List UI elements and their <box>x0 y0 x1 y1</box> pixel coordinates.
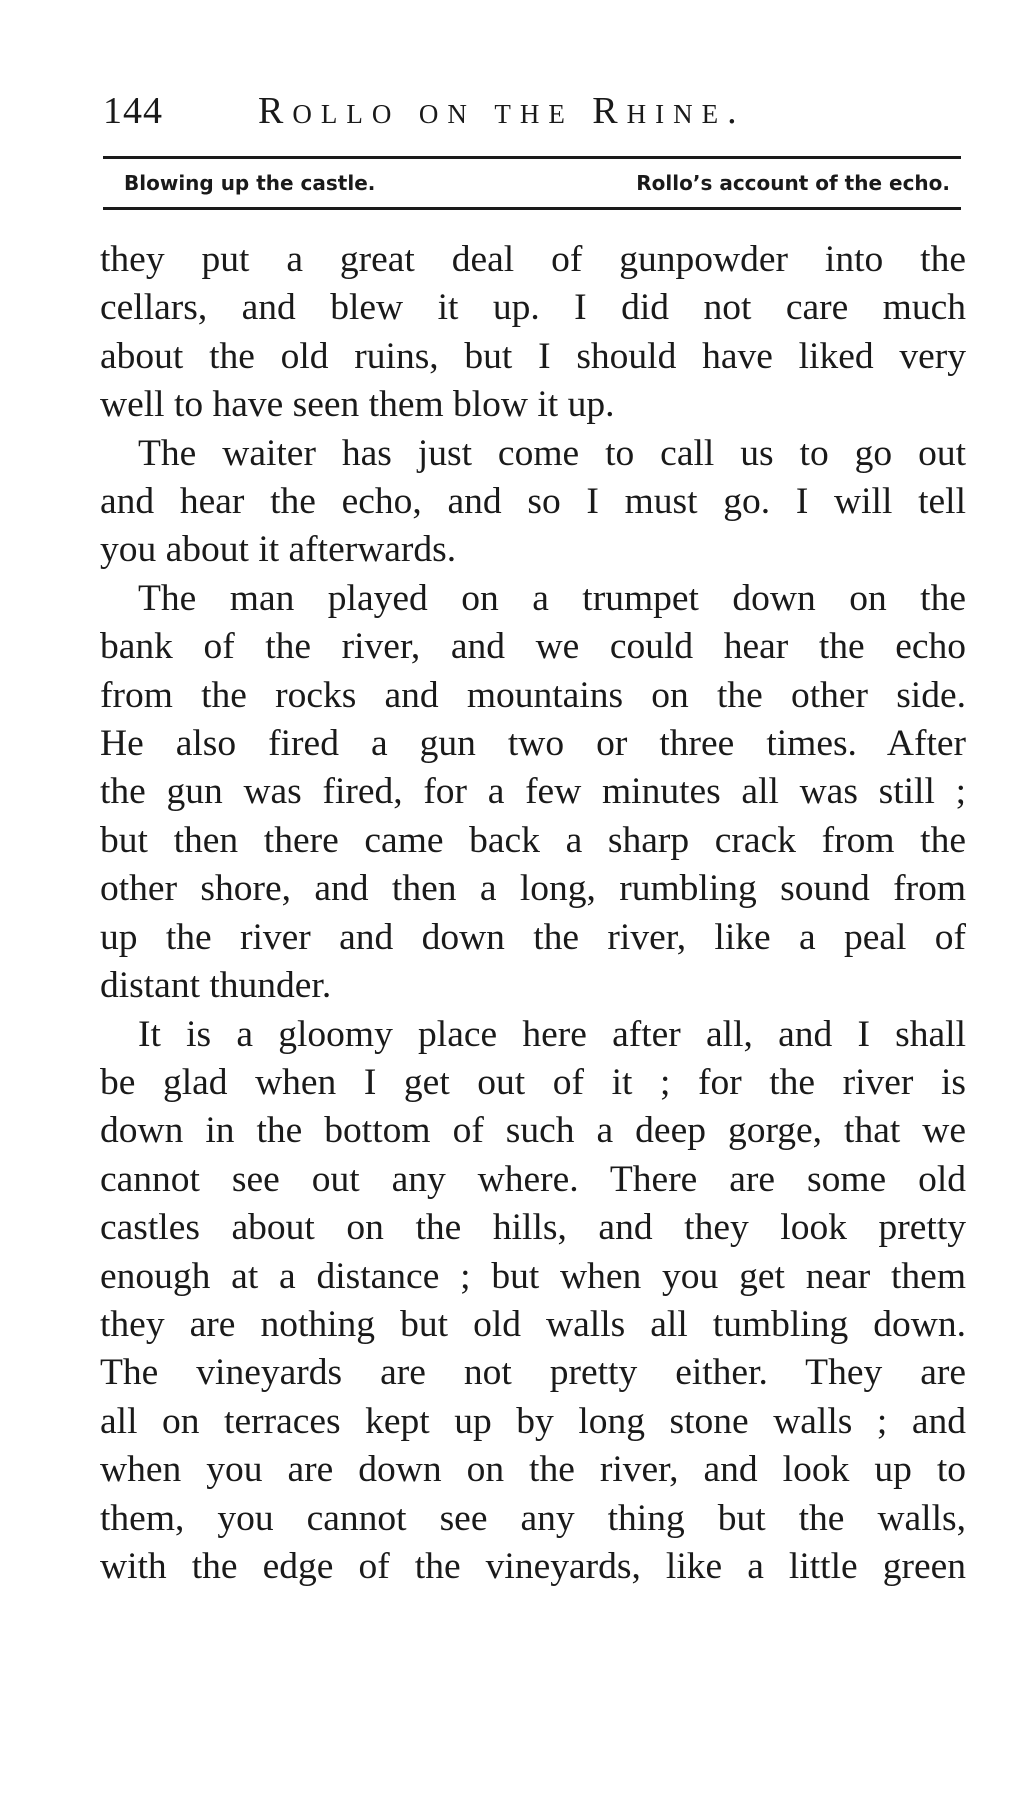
text-line: He also fired a gun two or three times. After <box>100 723 966 765</box>
text-line: It is a gloomy place here after all, and I shall <box>138 1013 966 1055</box>
body-text <box>100 236 966 1591</box>
text-line: cannot see out any where. There are some old <box>100 1158 966 1200</box>
text-line: when you are down on the river, and look up to <box>100 1449 966 1491</box>
text-line: they are nothing but old walls all tumbling down. <box>100 1303 966 1345</box>
text-line: and hear the echo, and so I must go. I will tell <box>100 481 966 523</box>
subhead-right: Rollo’s account of the echo. <box>636 171 950 195</box>
text-line: well to have seen them blow it up. <box>100 384 615 426</box>
text-line: The vineyards are not pretty either. They are <box>100 1352 966 1394</box>
text-line: The waiter has just come to call us to go out <box>138 432 966 474</box>
subhead-left: Blowing up the castle. <box>124 171 376 195</box>
header-rule-bottom <box>103 207 961 210</box>
book-title: Rollo on the Rhine. <box>258 90 746 132</box>
text-line: you about it afterwards. <box>100 529 457 571</box>
text-line: castles about on the hills, and they look pretty <box>100 1207 966 1249</box>
text-line: them, you cannot see any thing but the walls, <box>100 1497 966 1539</box>
running-head <box>103 86 963 136</box>
text-line: The man played on a trumpet down on the <box>138 577 966 619</box>
text-line: about the old ruins, but I should have liked very <box>100 335 966 377</box>
text-line: they put a great deal of gunpowder into the <box>100 239 966 280</box>
text-line: with the edge of the vineyards, like a little green <box>100 1545 966 1587</box>
text-line: all on terraces kept up by long stone walls ; and <box>100 1400 966 1442</box>
header-rule-top <box>103 156 961 159</box>
section-subheads <box>124 165 950 201</box>
text-line: but then there came back a sharp crack from the <box>100 819 966 861</box>
text-line: be glad when I get out of it ; for the river is <box>100 1061 966 1103</box>
text-line: the gun was fired, for a few minutes all was still ; <box>100 771 966 813</box>
text-line: cellars, and blew it up. I did not care much <box>100 287 966 329</box>
text-line: down in the bottom of such a deep gorge, that we <box>100 1110 966 1152</box>
text-line: enough at a distance ; but when you get near them <box>100 1255 966 1297</box>
text-line: bank of the river, and we could hear the echo <box>100 626 966 668</box>
page-number: 144 <box>103 90 163 132</box>
text-line: distant thunder. <box>100 965 332 1007</box>
text-line: from the rocks and mountains on the other side. <box>100 674 966 716</box>
text-line: other shore, and then a long, rumbling sound from <box>100 868 966 910</box>
text-line: up the river and down the river, like a peal of <box>100 916 966 958</box>
